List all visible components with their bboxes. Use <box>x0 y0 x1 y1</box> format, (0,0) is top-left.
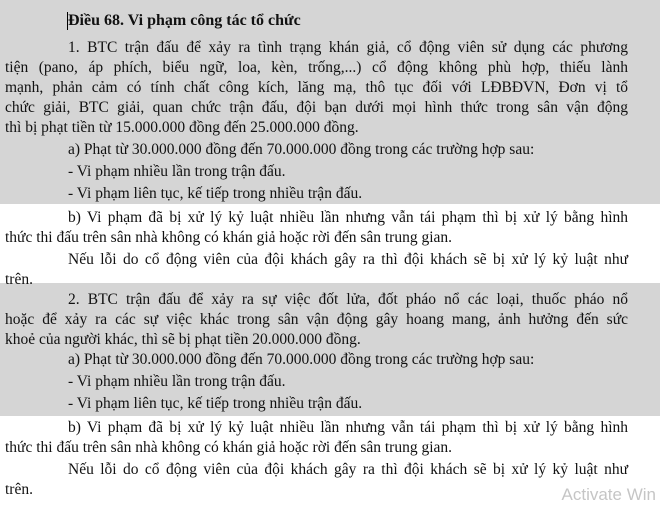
paragraph-line: hoặc để xảy ra các sự việc khác trong sân vận động gây hoang mang, ảnh hưởng đến sức <box>5 311 628 328</box>
clause-b-line: thức thi đấu trên sân nhà không có khán giả hoặc rời đến sân trung gian. <box>5 439 453 456</box>
note-line: trên. <box>5 271 33 288</box>
note-line: Nếu lỗi do cổ động viên của đội khách gây ra thì đội khách sẽ bị xử lý kỷ luật như <box>68 251 628 268</box>
clause-b-line: b) Vi phạm đã bị xử lý kỷ luật nhiều lần nhưng vẫn tái phạm thì bị xử lý bằng hình <box>68 209 628 226</box>
paragraph-line: khoẻ của người khác, thì sẽ bị phạt tiền 20.000.000 đồng. <box>5 331 361 348</box>
list-item: - Vi phạm nhiều lần trong trận đấu. <box>68 163 286 180</box>
paragraph-line: 2. BTC trận đấu để xảy ra sự việc đốt lửa, đốt pháo nổ các loại, thuốc pháo nổ <box>68 291 628 308</box>
paragraph-line: 1. BTC trận đấu để xảy ra tình trạng khán giả, cổ động viên sử dụng các phương <box>68 39 628 56</box>
list-item: - Vi phạm liên tục, kế tiếp trong nhiều trận đấu. <box>68 185 363 202</box>
list-item: - Vi phạm liên tục, kế tiếp trong nhiều trận đấu. <box>68 395 363 412</box>
clause-b-line: b) Vi phạm đã bị xử lý kỷ luật nhiều lần nhưng vẫn tái phạm thì bị xử lý bằng hình <box>68 419 628 436</box>
note-line: Nếu lỗi do cổ động viên của đội khách gây ra thì đội khách sẽ bị xử lý kỷ luật như <box>68 461 628 478</box>
clause-b-line: thức thi đấu trên sân nhà không có khán giả hoặc rời đến sân trung gian. <box>5 229 453 246</box>
clause-a: a) Phạt từ 30.000.000 đồng đến 70.000.000 đồng trong các trường hợp sau: <box>68 141 535 158</box>
paragraph-line: mạnh, phản cảm có tính chất công kích, lăng mạ, thô tục đối với LĐBĐVN, Đơn vị tổ <box>5 79 628 96</box>
activate-windows-watermark: Activate Win <box>561 485 656 504</box>
paragraph-line: thì bị phạt tiền từ 15.000.000 đồng đến 25.000.000 đồng. <box>5 119 359 136</box>
clause-a: a) Phạt từ 30.000.000 đồng đến 70.000.000 đồng trong các trường hợp sau: <box>68 351 535 368</box>
note-line: trên. <box>5 481 33 498</box>
list-item: - Vi phạm nhiều lần trong trận đấu. <box>68 373 286 390</box>
paragraph-line: tiện (pano, áp phích, biểu ngữ, loa, kèn, trống,...) cổ động không phù hợp, thiếu lành <box>5 59 628 76</box>
paragraph-line: chức giải, BTC giải, quan chức trận đấu, đội bạn dưới mọi hình thức trong sân vận động <box>5 99 628 116</box>
article-heading: Điều 68. Vi phạm công tác tổ chức <box>68 12 301 29</box>
